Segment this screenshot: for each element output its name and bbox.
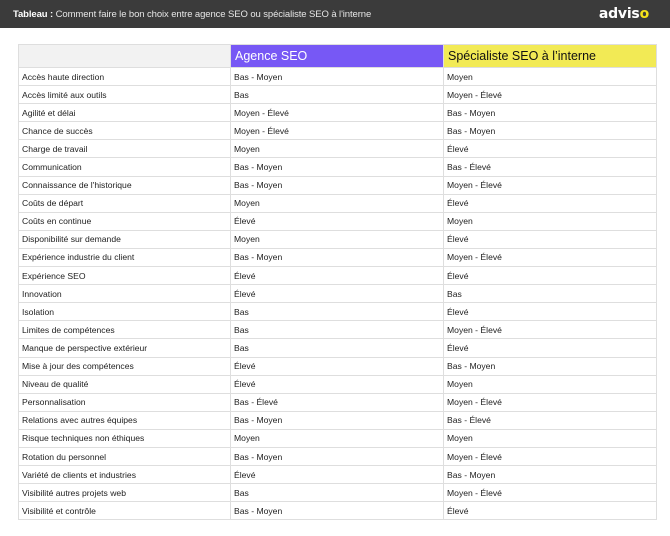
table-row	[19, 447, 657, 465]
criteria-cell: Visibilité et contrôle	[19, 502, 231, 520]
specialiste-cell: Élevé	[444, 502, 657, 520]
table-row	[19, 86, 657, 104]
specialiste-cell: Moyen	[444, 429, 657, 447]
criteria-cell: Manque de perspective extérieur	[19, 339, 231, 357]
table-row	[19, 122, 657, 140]
agence-cell: Moyen	[231, 230, 444, 248]
specialiste-cell: Moyen	[444, 375, 657, 393]
logo-main: advis	[598, 6, 640, 22]
specialiste-cell: Bas - Moyen	[444, 357, 657, 375]
specialiste-cell: Élevé	[444, 140, 657, 158]
agence-cell: Élevé	[231, 267, 444, 285]
logo-accent: o	[639, 6, 649, 22]
specialiste-cell: Moyen - Élevé	[444, 321, 657, 339]
agence-cell: Élevé	[231, 375, 444, 393]
header-specialiste-seo: Spécialiste SEO à l’interne	[444, 45, 657, 68]
table-row	[19, 357, 657, 375]
specialiste-cell: Moyen - Élevé	[444, 248, 657, 266]
specialiste-cell: Élevé	[444, 194, 657, 212]
top-bar	[0, 0, 670, 28]
specialiste-cell: Moyen - Élevé	[444, 447, 657, 465]
document-title	[13, 9, 371, 20]
criteria-cell: Personnalisation	[19, 393, 231, 411]
table-row	[19, 339, 657, 357]
agence-cell: Moyen	[231, 140, 444, 158]
adviso-logo	[599, 6, 649, 22]
criteria-cell: Expérience industrie du client	[19, 248, 231, 266]
criteria-cell: Mise à jour des compétences	[19, 357, 231, 375]
agence-cell: Bas	[231, 321, 444, 339]
title-label: Tableau :	[13, 8, 54, 20]
specialiste-cell: Élevé	[444, 230, 657, 248]
table-row	[19, 375, 657, 393]
table-row	[19, 411, 657, 429]
criteria-cell: Accès limité aux outils	[19, 86, 231, 104]
comparison-table-container	[18, 44, 656, 520]
criteria-cell: Variété de clients et industries	[19, 466, 231, 484]
agence-cell: Moyen	[231, 194, 444, 212]
specialiste-cell: Élevé	[444, 303, 657, 321]
criteria-cell: Communication	[19, 158, 231, 176]
header-criteria	[19, 45, 231, 68]
agence-cell: Bas - Moyen	[231, 502, 444, 520]
agence-cell: Bas	[231, 86, 444, 104]
specialiste-cell: Bas - Moyen	[444, 122, 657, 140]
criteria-cell: Limites de compétences	[19, 321, 231, 339]
specialiste-cell: Moyen - Élevé	[444, 86, 657, 104]
criteria-cell: Rotation du personnel	[19, 447, 231, 465]
table-row	[19, 484, 657, 502]
criteria-cell: Innovation	[19, 285, 231, 303]
title-text: Comment faire le bon choix entre agence SEO ou spécialiste SEO à l'interne	[53, 8, 372, 20]
table-row	[19, 158, 657, 176]
criteria-cell: Coûts de départ	[19, 194, 231, 212]
table-row	[19, 303, 657, 321]
table-row	[19, 285, 657, 303]
specialiste-cell: Bas - Moyen	[444, 104, 657, 122]
criteria-cell: Visibilité autres projets web	[19, 484, 231, 502]
table-row	[19, 68, 657, 86]
agence-cell: Élevé	[231, 466, 444, 484]
agence-cell: Bas - Moyen	[231, 158, 444, 176]
table-body	[19, 68, 657, 520]
specialiste-cell: Moyen	[444, 212, 657, 230]
agence-cell: Bas - Moyen	[231, 68, 444, 86]
agence-cell: Bas - Moyen	[231, 176, 444, 194]
criteria-cell: Disponibilité sur demande	[19, 230, 231, 248]
comparison-table	[18, 44, 657, 520]
criteria-cell: Expérience SEO	[19, 267, 231, 285]
table-row	[19, 140, 657, 158]
table-row	[19, 212, 657, 230]
table-row	[19, 321, 657, 339]
header-agence-seo: Agence SEO	[231, 45, 444, 68]
table-row	[19, 176, 657, 194]
table-row	[19, 194, 657, 212]
table-row	[19, 466, 657, 484]
table-row	[19, 230, 657, 248]
table-row	[19, 393, 657, 411]
agence-cell: Bas	[231, 339, 444, 357]
table-row	[19, 248, 657, 266]
agence-cell: Bas - Moyen	[231, 411, 444, 429]
criteria-cell: Coûts en continue	[19, 212, 231, 230]
criteria-cell: Risque techniques non éthiques	[19, 429, 231, 447]
criteria-cell: Niveau de qualité	[19, 375, 231, 393]
agence-cell: Bas	[231, 303, 444, 321]
specialiste-cell: Bas - Élevé	[444, 411, 657, 429]
table-header-row	[19, 45, 657, 68]
agence-cell: Moyen	[231, 429, 444, 447]
specialiste-cell: Élevé	[444, 339, 657, 357]
agence-cell: Bas - Élevé	[231, 393, 444, 411]
criteria-cell: Charge de travail	[19, 140, 231, 158]
table-row	[19, 502, 657, 520]
specialiste-cell: Bas	[444, 285, 657, 303]
specialiste-cell: Moyen	[444, 68, 657, 86]
criteria-cell: Connaissance de l'historique	[19, 176, 231, 194]
criteria-cell: Accès haute direction	[19, 68, 231, 86]
agence-cell: Élevé	[231, 285, 444, 303]
table-row	[19, 267, 657, 285]
specialiste-cell: Moyen - Élevé	[444, 176, 657, 194]
criteria-cell: Relations avec autres équipes	[19, 411, 231, 429]
agence-cell: Élevé	[231, 357, 444, 375]
agence-cell: Bas - Moyen	[231, 248, 444, 266]
agence-cell: Élevé	[231, 212, 444, 230]
table-row	[19, 104, 657, 122]
criteria-cell: Chance de succès	[19, 122, 231, 140]
agence-cell: Moyen - Élevé	[231, 122, 444, 140]
agence-cell: Moyen - Élevé	[231, 104, 444, 122]
specialiste-cell: Moyen - Élevé	[444, 484, 657, 502]
specialiste-cell: Bas - Élevé	[444, 158, 657, 176]
specialiste-cell: Moyen - Élevé	[444, 393, 657, 411]
agence-cell: Bas - Moyen	[231, 447, 444, 465]
specialiste-cell: Bas - Moyen	[444, 466, 657, 484]
table-row	[19, 429, 657, 447]
criteria-cell: Agilité et délai	[19, 104, 231, 122]
specialiste-cell: Élevé	[444, 267, 657, 285]
agence-cell: Bas	[231, 484, 444, 502]
criteria-cell: Isolation	[19, 303, 231, 321]
